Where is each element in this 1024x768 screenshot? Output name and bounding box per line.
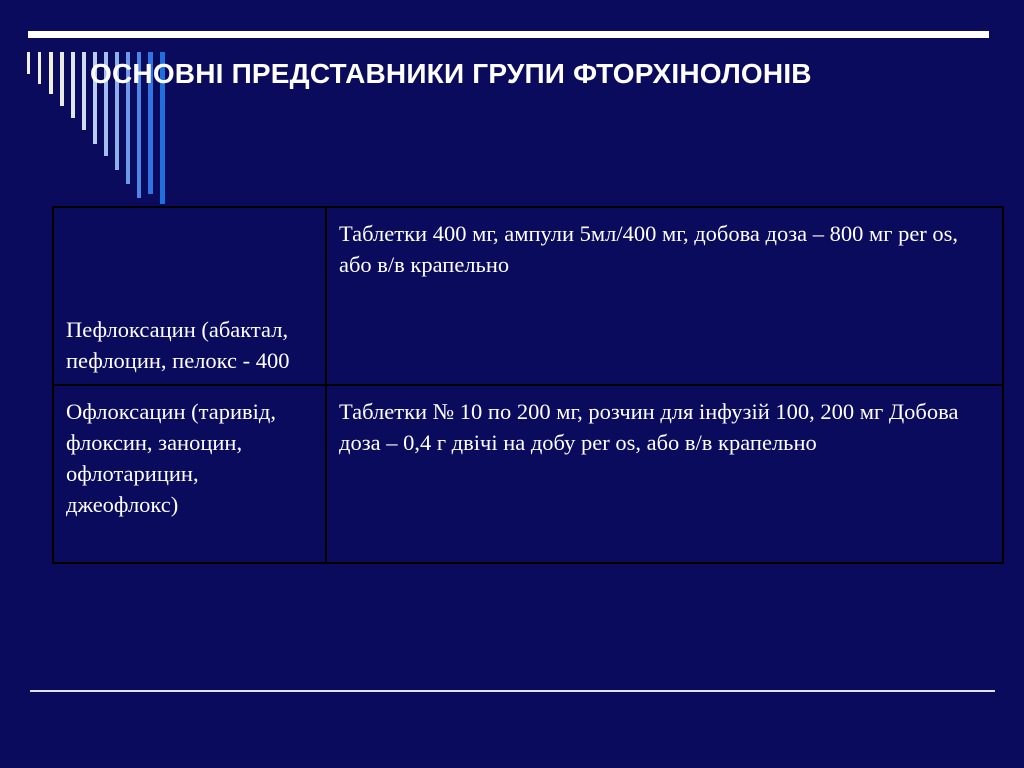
decorative-stripes <box>0 0 180 210</box>
drugs-table <box>52 206 1004 564</box>
stripe <box>71 52 75 118</box>
table-row <box>53 207 1003 385</box>
table-row <box>53 385 1003 563</box>
stripe <box>27 52 30 74</box>
drug-name-cell: Офлоксацин (таривід, флоксин, заноцин, офлотарицин, джеофлокс) <box>53 385 326 563</box>
stripe <box>38 52 41 84</box>
slide-title: ОСНОВНІ ПРЕДСТАВНИКИ ГРУПИ ФТОРХІНОЛОНІВ <box>90 58 812 89</box>
drug-description-cell: Таблетки № 10 по 200 мг, розчин для інфузій 100, 200 мг Добова доза – 0,4 г двічі на добу per os, або в/в крапельно <box>326 385 1003 563</box>
drug-name-cell: Пефлоксацин (абактал, пефлоцин, пелокс - 400 <box>53 207 326 385</box>
drug-description-cell: Таблетки 400 мг, ампули 5мл/400 мг, добова доза – 800 мг per os, або в/в крапельно <box>326 207 1003 385</box>
stripe <box>82 52 86 130</box>
stripe <box>60 52 64 106</box>
stripe <box>49 52 53 94</box>
bottom-divider-line <box>30 690 995 692</box>
